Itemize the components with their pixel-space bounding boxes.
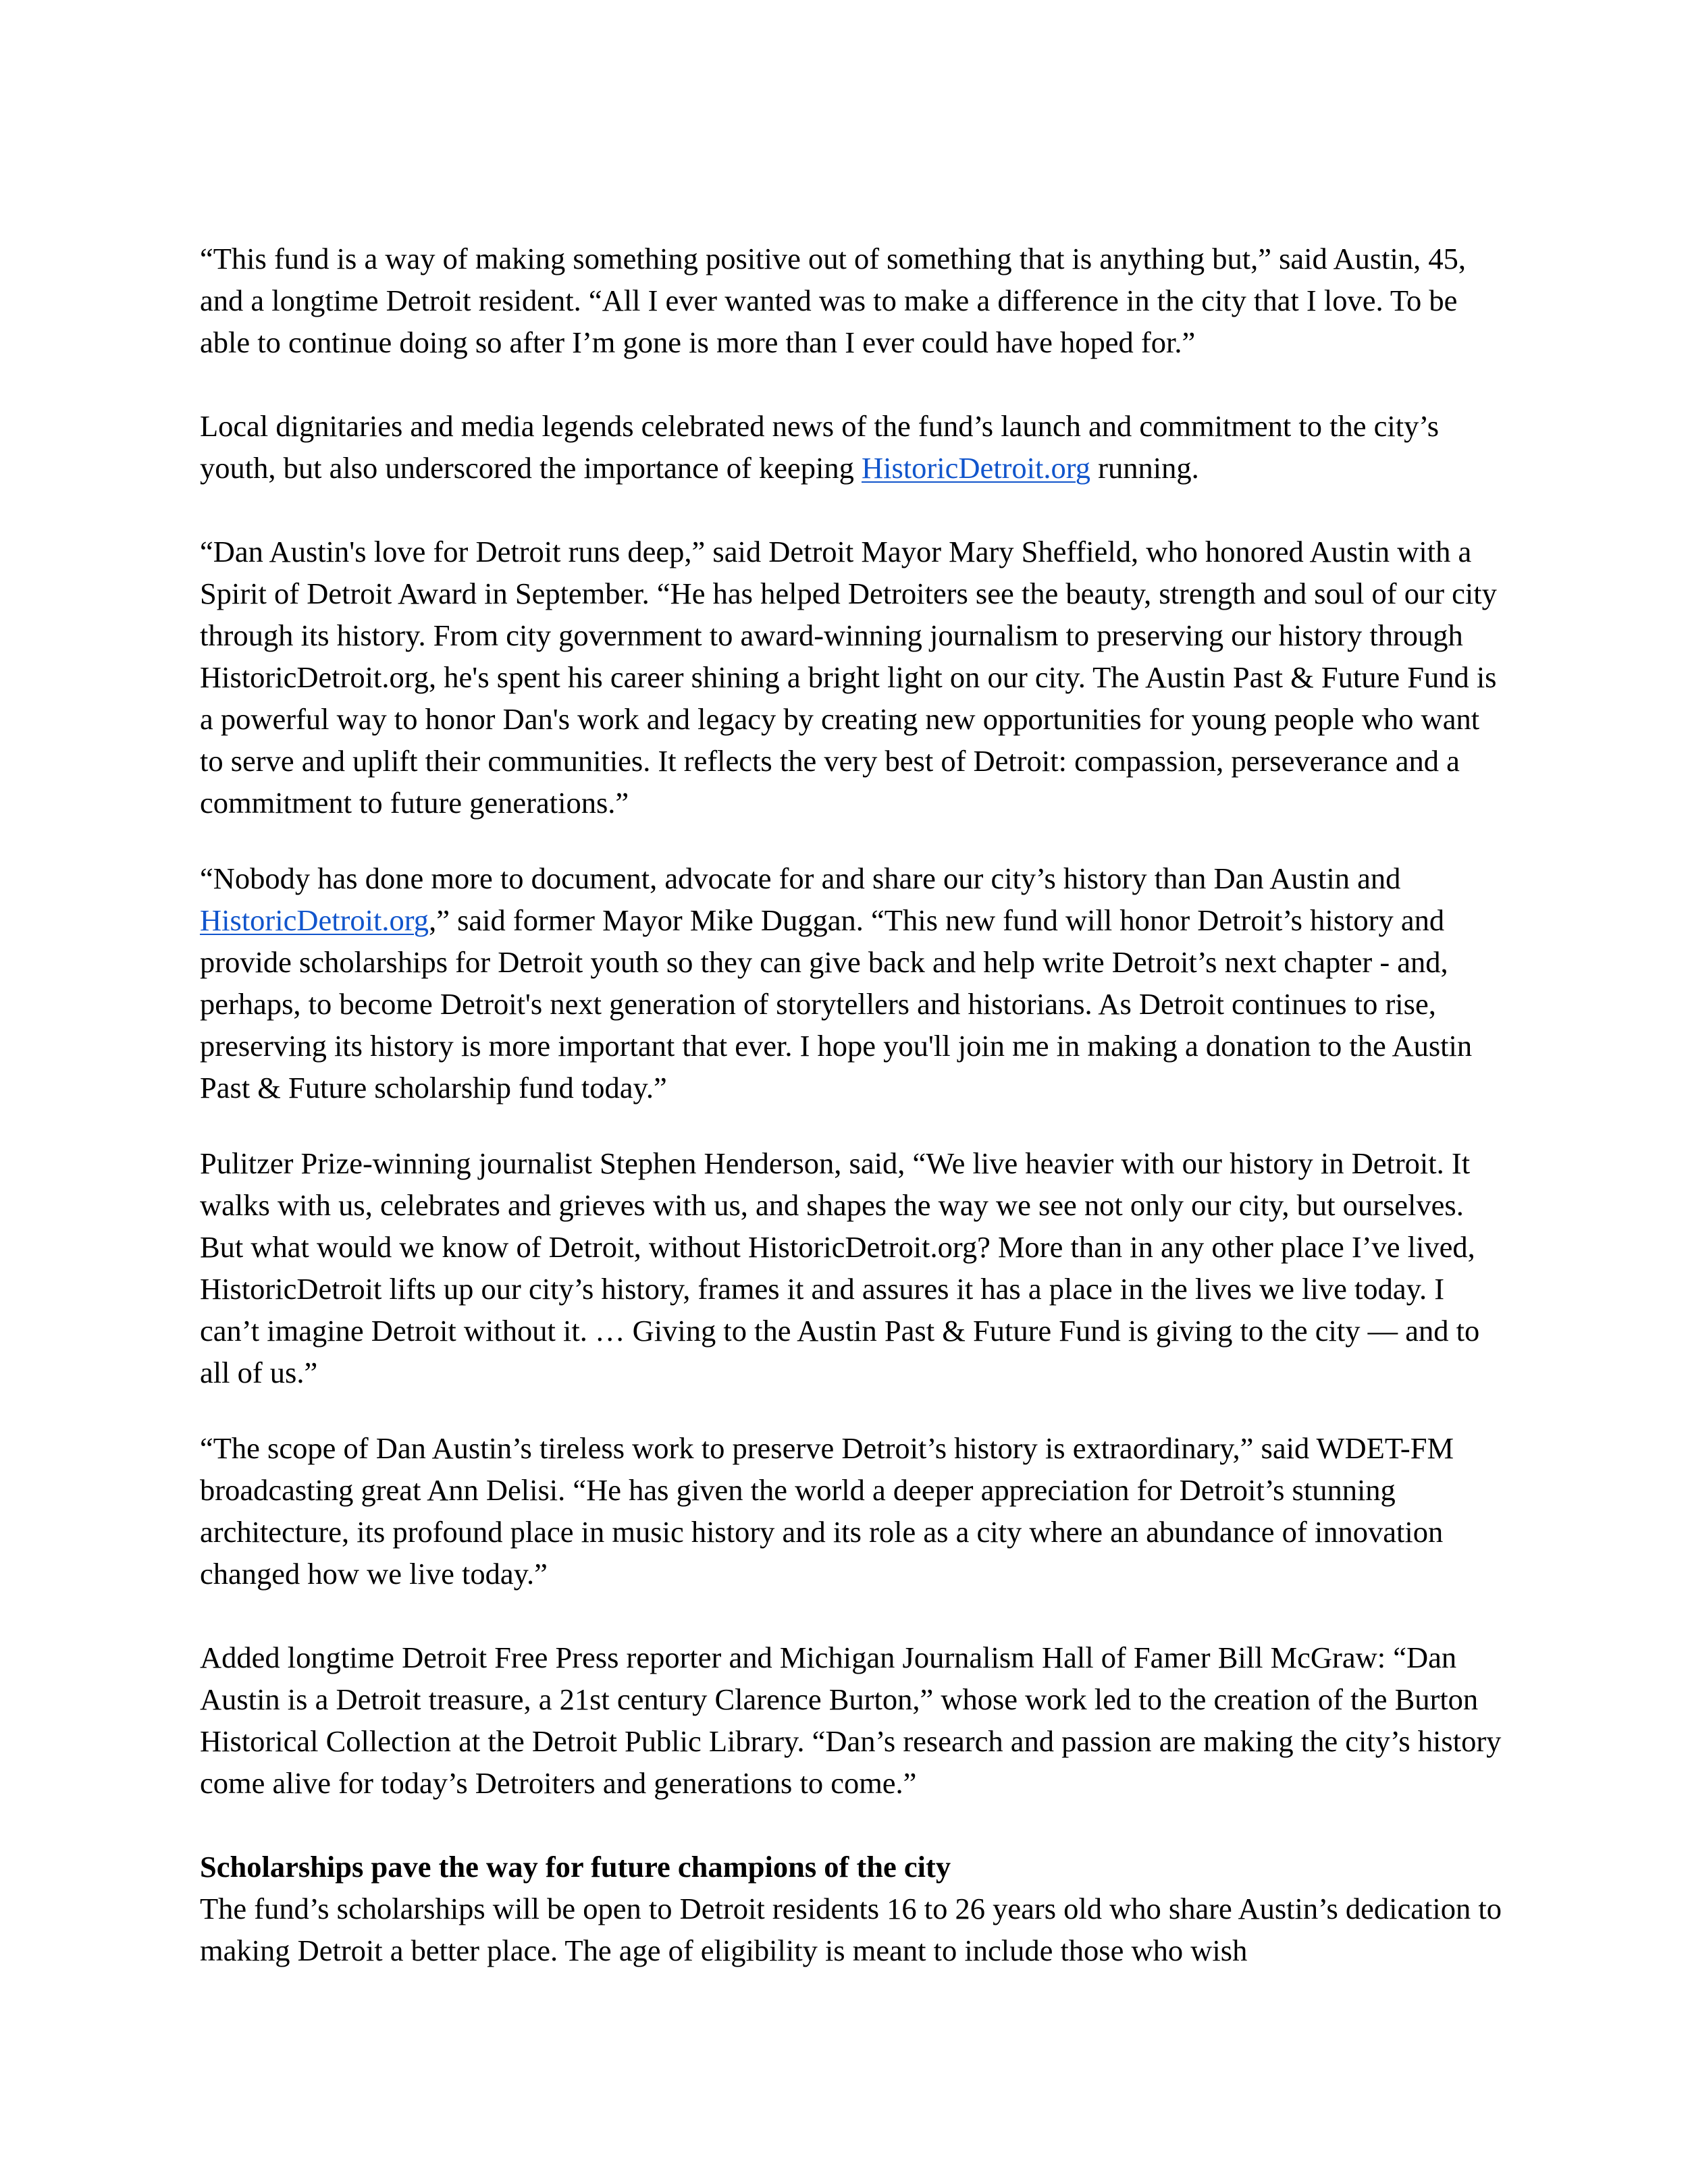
paragraph-duggan-quote <box>200 857 1510 1109</box>
paragraph-austin-quote: “This fund is a way of making something positive out of something that is anything but,” said Austin, 45, and a longtime Detroit resident. “All I ever wanted was to make a difference in the city that I love. To be able to continue doing so after I’m gone is more than I ever could have hoped for.” <box>200 242 1466 359</box>
historicdetroit-link[interactable]: HistoricDetroit.org <box>861 451 1091 485</box>
paragraph-mcgraw-quote: Added longtime Detroit Free Press reporter and Michigan Journalism Hall of Famer Bill McGraw: “Dan Austin is a Detroit treasure, a 21st century Clarence Burton,” whose work led to the creation of the Burton Historical Collection at the Detroit Public Library. “Dan’s research and passion are making the city’s history come alive for today’s Detroiters and generations to come.” <box>200 1641 1502 1800</box>
paragraph-dignitaries <box>200 405 1510 489</box>
section-heading: Scholarships pave the way for future champions of the city <box>200 1850 951 1884</box>
paragraph-scholarships: The fund’s scholarships will be open to Detroit residents 16 to 26 years old who share Austin’s dedication to making Detroit a better place. The age of eligibility is meant to include those who wish <box>200 1892 1502 1967</box>
paragraph-henderson-quote: Pulitzer Prize-winning journalist Stephen Henderson, said, “We live heavier with our history in Detroit. It walks with us, celebrates and grieves with us, and shapes the way we see not only our city, but ourselves. But what would we know of Detroit, without HistoricDetroit.org? More than in any other place I’ve lived, HistoricDetroit lifts up our city’s history, frames it and assures it has a place in the lives we live today. I can’t imagine Detroit without it. … Giving to the Austin Past & Future Fund is giving to the city — and to all of us.” <box>200 1146 1480 1389</box>
paragraph-text: running. <box>1090 451 1199 485</box>
paragraph-text: “Nobody has done more to document, advocate for and share our city’s history than Dan Austin and <box>200 861 1401 895</box>
historicdetroit-link[interactable]: HistoricDetroit.org <box>200 903 429 937</box>
paragraph-sheffield-quote: “Dan Austin's love for Detroit runs deep,” said Detroit Mayor Mary Sheffield, who honored Austin with a Spirit of Detroit Award in September. “He has helped Detroiters see the beauty, strength and soul of our city through its history. From city government to award-winning journalism to preserving our history through HistoricDetroit.org, he's spent his career shining a bright light on our city. The Austin Past & Future Fund is a powerful way to honor Dan's work and legacy by creating new opportunities for young people who want to serve and uplift their communities. It reflects the very best of Detroit: compassion, perseverance and a commitment to future generations.” <box>200 535 1497 820</box>
document-page <box>200 238 1510 1971</box>
paragraph-text: ,” said former Mayor Mike Duggan. “This new fund will honor Detroit’s history and provide scholarships for Detroit youth so they can give back and help write Detroit’s next chapter - and, perhaps, to become Detroit's next generation of storytellers and historians. As Detroit continues to rise, preserving its history is more important that ever. I hope you'll join me in making a donation to the Austin Past & Future scholarship fund today.” <box>200 903 1473 1104</box>
paragraph-delisi-quote: “The scope of Dan Austin’s tireless work to preserve Detroit’s history is extraordinary,” said WDET-FM broadcasting great Ann Delisi. “He has given the world a deeper appreciation for Detroit’s stunning architecture, its profound place in music history and its role as a city where an abundance of innovation changed how we live today.” <box>200 1431 1454 1591</box>
paragraph-text: Local dignitaries and media legends celebrated news of the fund’s launch and commitment to the city’s youth, but also underscored the importance of keeping <box>200 409 1440 485</box>
